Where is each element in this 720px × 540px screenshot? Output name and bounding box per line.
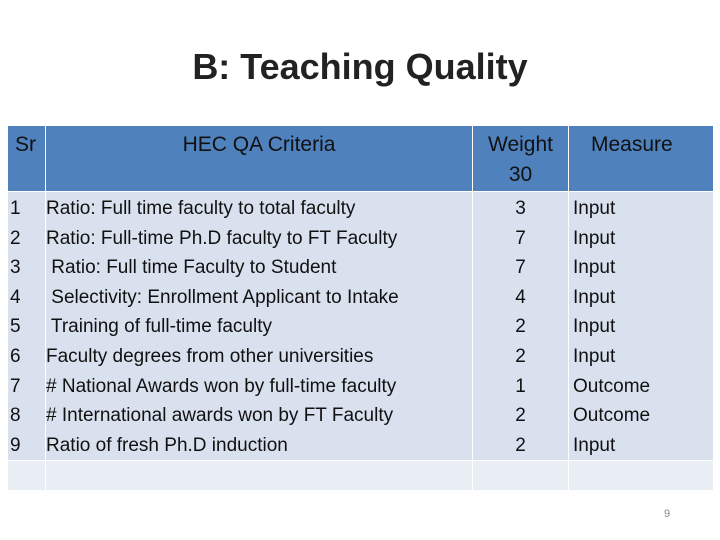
weight-cell: 3: [515, 198, 526, 219]
criteria-cell: # International awards won by FT Faculty: [46, 405, 394, 427]
weight-cell: 7: [515, 257, 526, 279]
sr-cell: 9: [10, 434, 21, 456]
sr-cell: 8: [10, 405, 21, 427]
sr-cell: 7: [10, 375, 21, 397]
criteria-column: [46, 192, 473, 461]
table-body-row: [8, 192, 714, 461]
criteria-cell: # National Awards won by full-time faculty: [46, 375, 397, 397]
criteria-cell: Ratio: Full time faculty to total faculty: [46, 198, 356, 219]
header-sr: Sr: [8, 126, 46, 192]
sr-column: [8, 192, 46, 461]
empty-cell: [569, 461, 714, 491]
measure-cell: Input: [573, 286, 616, 308]
measure-cell: Input: [573, 345, 616, 367]
page-title: B: Teaching Quality: [192, 46, 528, 87]
empty-cell: [8, 461, 46, 491]
measure-cell: Input: [573, 434, 616, 456]
sr-cell: 3: [10, 257, 21, 279]
measure-cell: Outcome: [573, 405, 651, 427]
sr-cell: 2: [10, 227, 21, 249]
header-weight: [473, 126, 569, 192]
weight-cell: 7: [515, 227, 526, 249]
measure-column: [569, 192, 714, 461]
criteria-cell: Faculty degrees from other universities: [46, 345, 374, 367]
criteria-cell: Selectivity: Enrollment Applicant to Intake: [46, 286, 399, 308]
weight-cell: 2: [515, 345, 526, 367]
header-weight-total: 30: [508, 163, 533, 186]
criteria-cell: Ratio: Full-time Ph.D faculty to FT Faculty: [46, 227, 398, 249]
criteria-cell: Training of full-time faculty: [46, 316, 272, 338]
weight-cell: 4: [515, 286, 526, 308]
header-measure: Measure: [569, 126, 714, 192]
criteria-cell: Ratio of fresh Ph.D induction: [46, 434, 288, 456]
measure-cell: Input: [573, 198, 616, 219]
empty-cell: [473, 461, 569, 491]
measure-cell: Input: [573, 316, 616, 338]
sr-cell: 1: [10, 198, 21, 219]
criteria-table: [7, 125, 714, 491]
measure-cell: Input: [573, 227, 616, 249]
measure-cell: Input: [573, 257, 616, 279]
sr-cell: 4: [10, 286, 21, 308]
page-number: 9: [664, 508, 671, 520]
sr-cell: 6: [10, 345, 21, 367]
table-header-row: [8, 126, 714, 192]
weight-cell: 2: [515, 316, 526, 338]
table-empty-row: [8, 461, 714, 491]
header-weight-label: Weight: [488, 133, 553, 156]
sr-cell: 5: [10, 316, 21, 338]
criteria-cell: Ratio: Full time Faculty to Student: [46, 257, 337, 279]
weight-cell: 1: [515, 375, 526, 397]
weight-cell: 2: [515, 405, 526, 427]
measure-cell: Outcome: [573, 375, 651, 397]
header-criteria: HEC QA Criteria: [46, 126, 473, 192]
weight-column: [473, 192, 569, 461]
empty-cell: [46, 461, 473, 491]
weight-cell: 2: [515, 434, 526, 456]
